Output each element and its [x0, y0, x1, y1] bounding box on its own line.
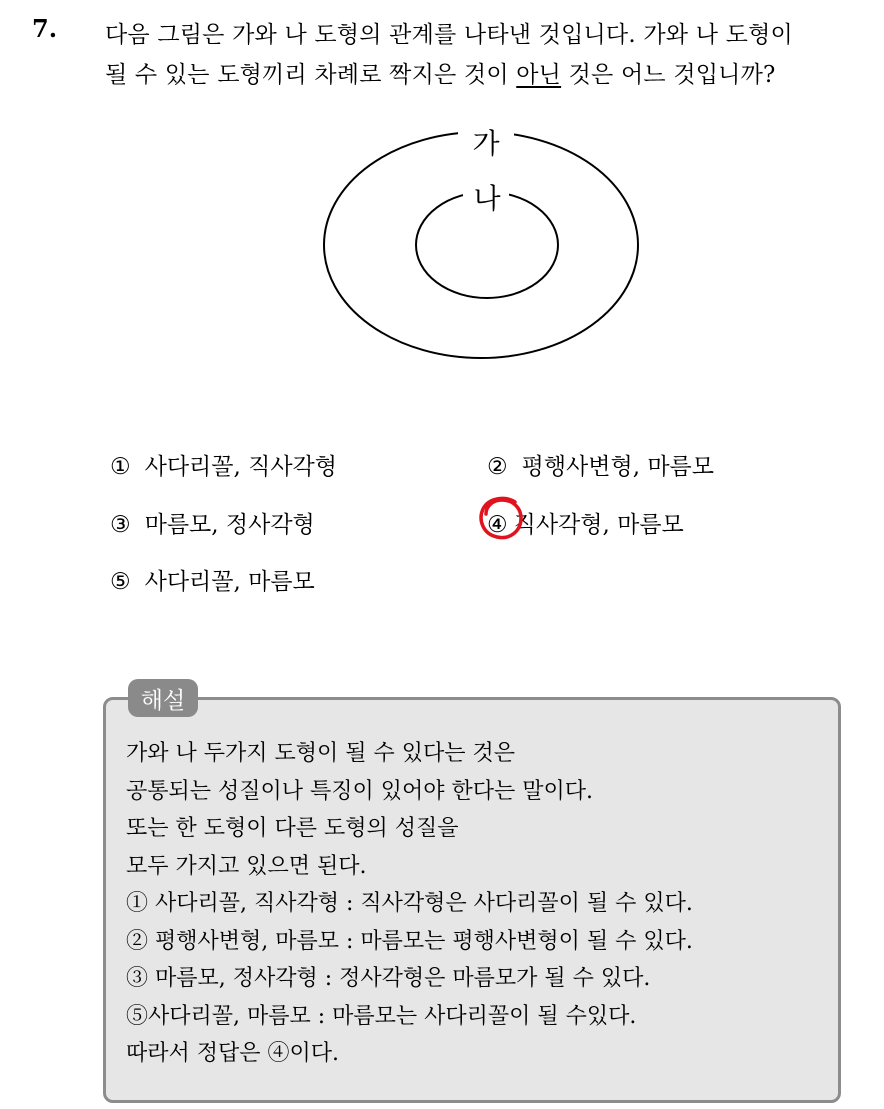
choice-1[interactable] — [110, 448, 337, 481]
question-text-line-1: 다음 그림은 가와 나 도형의 관계를 나타낸 것입니다. 가와 나 도형이 — [105, 22, 793, 48]
choice-marker: ⑤ — [110, 569, 131, 595]
explanation-line: 또는 한 도형이 다른 도형의 성질을 — [126, 816, 459, 841]
choice-5[interactable] — [110, 563, 315, 596]
choice-marker: ② — [487, 454, 508, 480]
choice-text: 직사각형, 마름모 — [513, 512, 684, 538]
outer-ellipse — [324, 132, 638, 358]
choice-text: 사다리꼴, 직사각형 — [144, 454, 337, 480]
choice-text: 마름모, 정사각형 — [144, 512, 315, 538]
venn-diagram — [0, 0, 884, 420]
explanation-line: 모두 가지고 있으면 된다. — [126, 853, 367, 879]
explanation-line: 공통되는 성질이나 특징이 있어야 한다는 말이다. — [126, 778, 594, 804]
choice-marker: ③ — [110, 512, 131, 538]
question-text-part: 될 수 있는 도형끼리 차례로 짝지은 것이 — [105, 62, 517, 88]
answer-circle-mark — [477, 494, 527, 544]
explanation-line: ② 평행사변형, 마름모 : 마름모는 평행사변형이 될 수 있다. — [126, 928, 693, 954]
question-text-part: 것은 어느 것입니까? — [561, 62, 776, 88]
explanation-line: ① 사다리꼴, 직사각형 : 직사각형은 사다리꼴이 될 수 있다. — [126, 891, 693, 916]
explanation-text — [126, 735, 693, 1073]
choice-2[interactable] — [487, 448, 714, 481]
explanation-tag: 해설 — [128, 679, 198, 717]
explanation-line: 가와 나 두가지 도형이 될 수 있다는 것은 — [126, 741, 515, 766]
inner-label: 나 — [473, 182, 501, 215]
outer-label: 가 — [472, 127, 500, 160]
underlined-word: 아닌 — [516, 62, 562, 88]
choice-marker: ④ — [487, 512, 508, 538]
explanation-line: 따라서 정답은 ④이다. — [126, 1041, 339, 1066]
choice-text: 사다리꼴, 마름모 — [144, 569, 315, 595]
choice-text: 평행사변형, 마름모 — [521, 454, 714, 480]
choice-3[interactable] — [110, 506, 315, 539]
explanation-line: ③ 마름모, 정사각형 : 정사각형은 마름모가 될 수 있다. — [126, 966, 651, 991]
choice-marker: ① — [110, 454, 131, 480]
question-number: 7. — [32, 14, 58, 43]
explanation-line: ⑤사다리꼴, 마름모 : 마름모는 사다리꼴이 될 수있다. — [126, 1003, 637, 1029]
